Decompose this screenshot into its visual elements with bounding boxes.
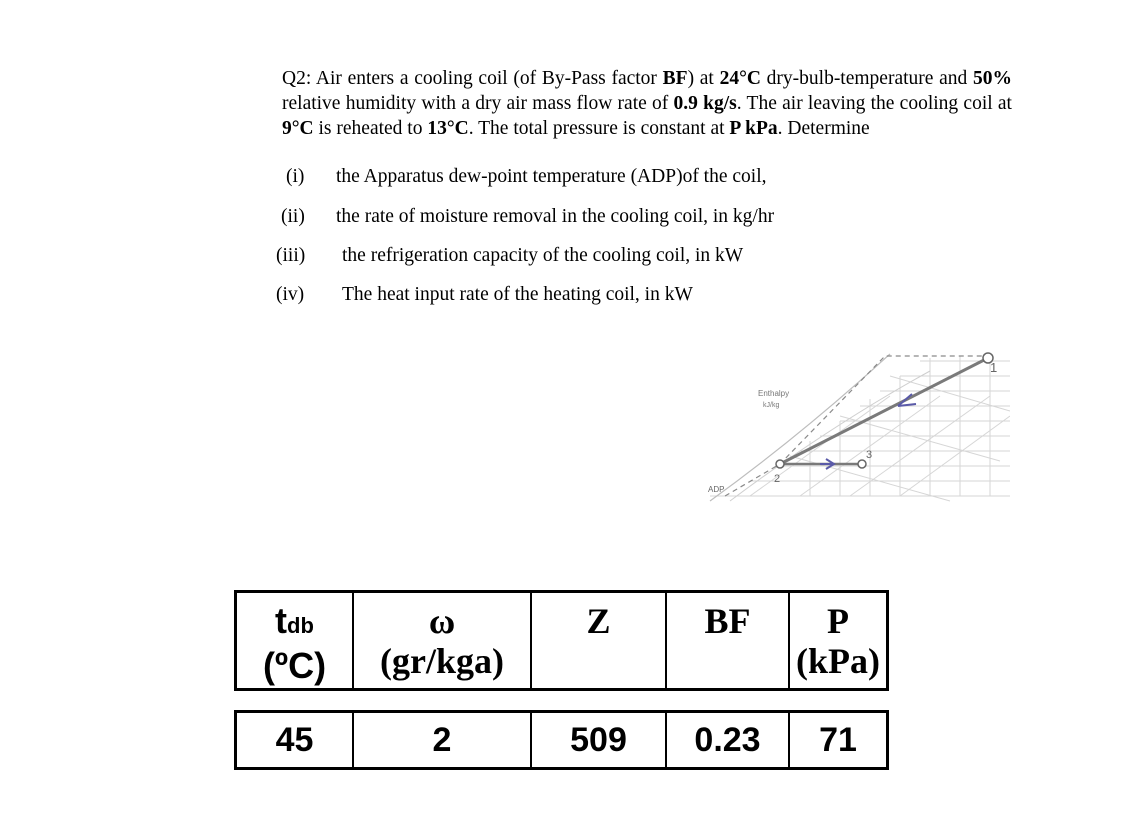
chart-grid — [710, 356, 1010, 501]
cooling-process-line — [780, 358, 988, 464]
psychrometric-sketch — [690, 336, 1010, 506]
header-p: P (kPa) — [796, 601, 880, 681]
enthalpy-unit-label: kJ/kg — [763, 402, 780, 409]
enthalpy-label: Enthalpy — [758, 389, 790, 398]
adp-label: ADP — [708, 485, 725, 494]
value-z: 509 — [532, 713, 667, 767]
header-omega: ω (gr/kga) — [354, 593, 532, 688]
value-tdb: 45 — [237, 713, 354, 767]
header-bf: BF — [667, 593, 790, 688]
saturation-curve — [710, 354, 890, 501]
point-1-label: 1 — [990, 360, 998, 375]
point-3-label: 3 — [866, 449, 873, 461]
table-row — [234, 710, 889, 770]
value-bf: 0.23 — [667, 713, 790, 767]
value-omega: 2 — [354, 713, 532, 767]
question-text: Q2: Air enters a cooling coil (of By-Pass factor BF) at 24°C dry-bulb-temperature and 50% relative humidity with a dry air mass flow rate of 0.9 kg/s. The air leaving the cooling coil at 9°C is reheated to 13°C. The total pressure is constant at P kPa. Determine — [282, 68, 1012, 139]
data-table — [234, 590, 889, 770]
header-tdb: tdb (ºC) — [237, 593, 354, 688]
table-header-row — [234, 590, 889, 691]
value-p: 71 — [819, 721, 857, 759]
header-z: Z — [532, 593, 667, 688]
point-2-marker — [776, 460, 784, 468]
point-3-marker — [858, 460, 866, 468]
point-2-label: 2 — [774, 473, 781, 485]
